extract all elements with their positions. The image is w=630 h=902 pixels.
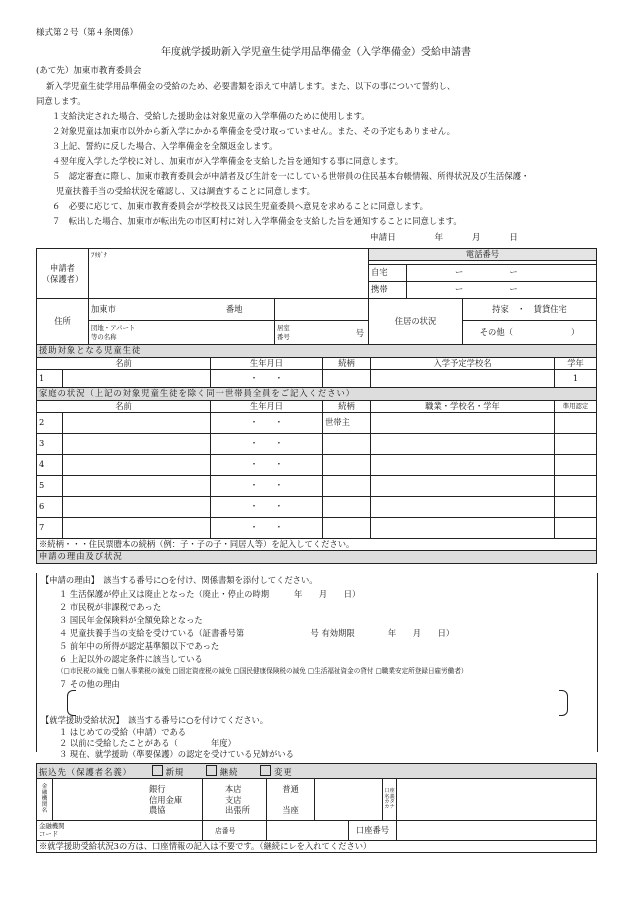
family-name-field[interactable]: [63, 413, 211, 434]
bank-table: [36, 763, 597, 853]
table-row: [37, 413, 597, 434]
applicant-name-field[interactable]: [89, 249, 369, 299]
branch-no-label: 店番号: [215, 826, 236, 835]
reason-section-title: 申請の理由及び状況: [37, 551, 597, 564]
pledge-4: ４翌年度入学した学校に対し、加東市が入学準備金を支給した旨を通知する事に同意します。: [52, 156, 404, 166]
family-dob-field[interactable]: ・ ・: [211, 518, 323, 539]
fi-name-label: 金融機関名: [37, 779, 53, 821]
date-year: 年: [434, 233, 444, 243]
continue-checkbox[interactable]: [206, 765, 217, 776]
reason-3[interactable]: ３ 国民年金保険料が全額免除となった: [59, 615, 203, 625]
table-row: [37, 497, 597, 518]
option-change[interactable]: 変更: [260, 767, 293, 777]
family-dob-field[interactable]: ・ ・: [211, 497, 323, 518]
family-relation-field[interactable]: 世帯主: [323, 413, 371, 434]
family-header-relation: 続柄: [323, 401, 371, 413]
family-relation-field[interactable]: [323, 434, 371, 455]
family-row-number: 6: [37, 497, 63, 518]
housing-option-other[interactable]: その他（ ）: [463, 321, 597, 345]
form-number: 様式第２号（第４条関係）: [36, 28, 139, 38]
family-name-field[interactable]: [63, 434, 211, 455]
family-certification-field[interactable]: [555, 455, 597, 476]
relation-note: ※続柄・・・住民票謄本の続柄（例：子・子の子・同居人等）を記入してください。: [37, 539, 597, 551]
home-dash-2: ー: [509, 267, 518, 278]
date-label: 申請日: [370, 233, 396, 243]
family-row-number: 7: [37, 518, 63, 539]
phone-header: 電話番号: [369, 249, 597, 261]
branch-type-options[interactable]: 本店 支店 出張所: [203, 779, 267, 821]
table-row: [37, 434, 597, 455]
banchi-label: 番地: [225, 303, 243, 314]
city-label: 加東市: [91, 303, 116, 314]
reason-4[interactable]: ４ 児童扶養手当の支給を受けている（証書番号第 号 有効期限 年 月 日）: [59, 628, 455, 638]
home-phone-field[interactable]: [407, 265, 597, 282]
family-certification-field[interactable]: [555, 497, 597, 518]
mobile-phone-field[interactable]: [407, 282, 597, 299]
reason-6-detail[interactable]: （□市民税の減免 □個人事業税の減免 □固定資産税の減免 □国民健康保険税の減免 □生活福祉資金の貸付 □職業安定所登録日雇労働者）: [57, 667, 468, 675]
family-occupation-field[interactable]: [371, 434, 555, 455]
child-name-field[interactable]: [63, 370, 211, 388]
intro-line-2: 同意します。: [36, 96, 86, 106]
fi-code-field[interactable]: 金融機関 コード: [37, 821, 203, 841]
family-header-certification: 準用認定: [555, 401, 597, 413]
applicant-table: [36, 248, 597, 345]
family-dob-field[interactable]: ・ ・: [211, 434, 323, 455]
branch-no-value[interactable]: [267, 821, 349, 841]
fi-type-options[interactable]: 銀行 信用金庫 農協: [53, 779, 203, 821]
household-table: [36, 344, 597, 564]
home-dash-1: ー: [455, 267, 464, 278]
family-name-field[interactable]: [63, 476, 211, 497]
pledge-6: ６ 必要に応じて、加東市教育委員会が学校長又は民生児童委員へ意見を求めることに同意します。: [52, 201, 429, 211]
family-dob-field[interactable]: ・ ・: [211, 476, 323, 497]
status-2[interactable]: ２ 以前に受給したことがある（ 年度）: [59, 738, 236, 748]
child-dob-field[interactable]: ・ ・: [211, 370, 323, 388]
pledge-5: ５ 認定審査に際し、加東市教育委員会が申請者及び生計を一にしている世帯員の住民基本台帳情報、所得状況及び生活保護・: [52, 171, 530, 181]
change-checkbox[interactable]: [260, 765, 271, 776]
family-name-field[interactable]: [63, 518, 211, 539]
new-checkbox[interactable]: [152, 765, 163, 776]
family-header-name: 名前: [37, 401, 211, 413]
room-suffix: 号: [355, 328, 365, 338]
mobile-dash-1: ー: [455, 284, 464, 295]
room-number-field[interactable]: 居室 番号 号: [275, 321, 369, 345]
family-occupation-field[interactable]: [371, 518, 555, 539]
family-relation-field[interactable]: [323, 518, 371, 539]
family-certification-field[interactable]: [555, 434, 597, 455]
housing-label: 住居の状況: [369, 299, 463, 345]
pledge-7: ７ 転出した場合、加東市が転出先の市区町村に対し入学準備金を支給した旨を通知することに同意します。: [52, 216, 462, 226]
pledge-3: ３上記、誓約に反した場合、入学準備金を全額返金します。: [52, 141, 278, 151]
application-date[interactable]: [370, 233, 518, 243]
child-header-dob: 生年月日: [211, 358, 323, 370]
date-day: 日: [509, 233, 518, 243]
family-row-number: 4: [37, 455, 63, 476]
child-header-name: 名前: [37, 358, 211, 370]
reason-5[interactable]: ５ 前年中の所得が認定基準額以下であった: [59, 641, 220, 651]
account-no-label: 口座番号: [349, 821, 397, 841]
reason-2[interactable]: ２ 市民税が非課税であった: [59, 602, 162, 612]
intro-line-1: 新入学児童生徒学用品準備金の受給のため、必要書類を添えて申請します。また、以下の事について誓約し、: [46, 81, 456, 91]
bank-section-title: 振込先（保護者名義） 新規 継続 変更: [37, 764, 597, 779]
reason-7-paren-right: [559, 690, 568, 716]
mobile-label: 携帯: [369, 282, 407, 299]
child-grade: 1: [555, 370, 597, 388]
applicant-label: 申請者 （保護者）: [37, 249, 89, 299]
family-dob-field[interactable]: ・ ・: [211, 413, 323, 434]
address-label: 住所: [37, 299, 89, 345]
reason-block: [36, 573, 598, 759]
address-banchi-field[interactable]: [275, 299, 369, 321]
family-certification-field[interactable]: [555, 518, 597, 539]
table-row: [37, 476, 597, 497]
family-relation-field[interactable]: [323, 476, 371, 497]
housing-option-own-rent[interactable]: 持家 ・ 賃貸住宅: [463, 299, 597, 321]
home-label: 自宅: [369, 265, 407, 282]
status-header: 【就学援助受給状況】 該当する番号に○を付けてください。: [41, 715, 269, 725]
building-name-field[interactable]: 団地・アパート 等の名称: [89, 321, 275, 345]
pledge-2: ２対象児童は加東市以外から新入学にかかる準備金を受け取っていません。また、その予定もありません。: [52, 126, 456, 136]
option-new[interactable]: 新規: [152, 767, 185, 777]
family-row-number: 5: [37, 476, 63, 497]
reason-7-paren-left: [67, 690, 76, 716]
account-holder-field[interactable]: [397, 779, 597, 821]
child-header-relation: 続柄: [323, 358, 371, 370]
family-header-occupation: 職業・学校名・学年: [371, 401, 555, 413]
child-school-field[interactable]: [371, 370, 555, 388]
family-header-dob: 生年月日: [211, 401, 323, 413]
reason-header: 【申請の理由】 該当する番号に○を付け、関係書類を添付してください。: [41, 575, 318, 585]
account-holder-label: 口座名義 カタカナ: [383, 779, 397, 821]
family-occupation-field[interactable]: [371, 476, 555, 497]
family-relation-field[interactable]: [323, 455, 371, 476]
addressee: (あて先）加東市教育委員会: [36, 66, 142, 76]
family-name-field[interactable]: [63, 497, 211, 518]
child-header-grade: 学年: [555, 358, 597, 370]
branch-no-field[interactable]: [203, 821, 267, 841]
family-section-title: 家庭の状況（上記の対象児童生徒を除く同一世帯員全員をご記入ください）: [37, 388, 597, 401]
pledge-5-cont: 児童扶養手当の受給状況を確認し、又は調査することに同意します。: [56, 186, 315, 196]
table-row: [37, 518, 597, 539]
reason-1[interactable]: １ 生活保護が停止又は廃止となった（廃止・停止の時期 年 月 日）: [59, 589, 361, 599]
child-section-title: 援助対象となる児童生徒: [37, 345, 597, 358]
date-month: 月: [471, 233, 481, 243]
family-dob-field[interactable]: ・ ・: [211, 455, 323, 476]
account-type-options[interactable]: 普通 当座: [267, 779, 315, 821]
family-row-number: 3: [37, 434, 63, 455]
account-no-field[interactable]: [397, 821, 597, 841]
furigana-label: ﾌﾘｶﾞﾅ: [91, 251, 107, 259]
reason-7[interactable]: ７ その他の理由: [59, 679, 120, 689]
pledge-1: １支給決定された場合、受給した援助金は対象児童の入学準備のために使用します。: [52, 111, 370, 121]
status-1[interactable]: １ はじめての受給（申請）である: [59, 727, 187, 737]
mobile-dash-2: ー: [509, 284, 518, 295]
option-continue[interactable]: 継続: [206, 767, 239, 777]
bank-note: ※就学援助受給状況3の方は、口座情報の記入は不要です。（継続にレを入れてください）: [37, 841, 597, 853]
address-city-field[interactable]: [89, 299, 275, 321]
child-relation-field[interactable]: [323, 370, 371, 388]
status-3[interactable]: ３ 現在、就学援助（準要保護）の認定を受けている兄姉がいる: [59, 749, 294, 759]
reason-6[interactable]: ６ 上記以外の認定条件に該当している: [59, 654, 203, 664]
family-name-field[interactable]: [63, 455, 211, 476]
family-occupation-field[interactable]: [371, 497, 555, 518]
family-certification-field[interactable]: [555, 413, 597, 434]
family-row-number: 2: [37, 413, 63, 434]
family-occupation-field[interactable]: [371, 455, 555, 476]
child-row-number: 1: [37, 370, 63, 388]
table-row: [37, 455, 597, 476]
child-header-school: 入学予定学校名: [371, 358, 555, 370]
form-title: 年度就学援助新入学児童生徒学用品準備金（入学準備金）受給申請書: [161, 47, 471, 58]
family-relation-field[interactable]: [323, 497, 371, 518]
account-type-spacer: [315, 779, 383, 821]
family-certification-field[interactable]: [555, 476, 597, 497]
family-occupation-field[interactable]: [371, 413, 555, 434]
